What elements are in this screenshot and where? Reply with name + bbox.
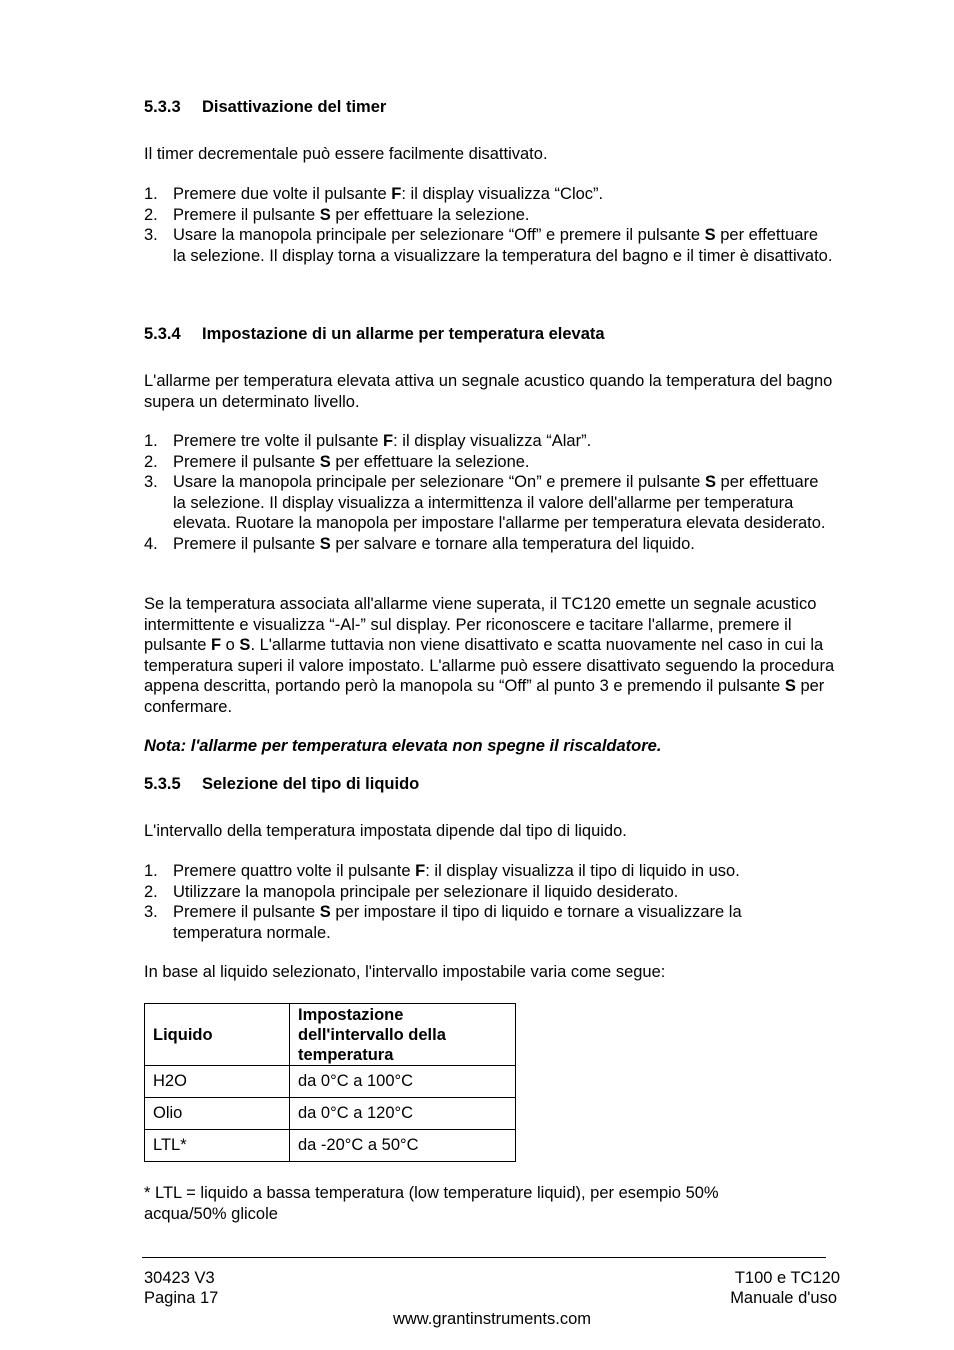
table-cell: da 0°C a 120°C [290, 1098, 516, 1130]
list-item: 2. Utilizzare la manopola principale per selezionare il liquido desiderato. [144, 882, 679, 901]
table-cell: da 0°C a 100°C [290, 1066, 516, 1098]
list-item: 4. Premere il pulsante S per salvare e tornare alla temperatura del liquido. [144, 534, 695, 553]
footnote: * LTL = liquido a bassa temperatura (low temperature liquid), per esempio 50% acqua/50% glicole [144, 1184, 719, 1223]
footer-website[interactable]: www.grantinstruments.com [392, 1310, 592, 1328]
table-intro: In base al liquido selezionato, l'intervallo impostabile varia come segue: [144, 963, 666, 981]
list-item: 3. Premere il pulsante S per impostare il tipo di liquido e tornare a visualizzare la temperatura normale. [144, 903, 742, 942]
footer-product: T100 e TC120 [734, 1269, 840, 1287]
list-item: 2. Premere il pulsante S per effettuare la selezione. [144, 452, 530, 471]
table-row [145, 1130, 516, 1162]
list-item: 2. Premere il pulsante S per effettuare la selezione. [144, 205, 530, 224]
table-row [145, 1098, 516, 1130]
column-header: Impostazione dell'intervallo della temperatura [290, 1004, 516, 1066]
steps-list-5-3-5 [144, 861, 834, 943]
section-intro: Il timer decrementale può essere facilmente disattivato. [144, 145, 548, 163]
footer-page-number: Pagina 17 [144, 1289, 219, 1307]
section-heading-5-3-3 [144, 98, 386, 117]
section-intro: L'allarme per temperatura elevata attiva un segnale acustico quando la temperatura del bagno supera un determinato livello. [144, 372, 833, 411]
section-number: 5.3.5 [144, 775, 181, 793]
section-heading-5-3-5 [144, 775, 419, 794]
section-title: Selezione del tipo di liquido [202, 775, 420, 793]
table-cell: LTL* [145, 1130, 290, 1162]
section-title: Impostazione di un allarme per temperatura elevata [202, 325, 605, 343]
footer-doc-code: 30423 V3 [144, 1269, 215, 1287]
table-row [145, 1066, 516, 1098]
footer-manual: Manuale d'uso [730, 1289, 837, 1307]
table-cell: da -20°C a 50°C [290, 1130, 516, 1162]
column-header: Liquido [145, 1004, 290, 1066]
section-number: 5.3.4 [144, 325, 181, 343]
list-item: 1. Premere quattro volte il pulsante F: il display visualizza il tipo di liquido in uso. [144, 862, 740, 880]
list-item: 1. Premere tre volte il pulsante F: il display visualizza “Alar”. [144, 432, 592, 450]
steps-list-5-3-3 [144, 184, 834, 266]
footer-divider [142, 1257, 826, 1258]
note: Nota: l'allarme per temperatura elevata non spegne il riscaldatore. [144, 737, 662, 755]
list-item: 3. Usare la manopola principale per selezionare “On” e premere il pulsante S per effettuare la selezione. Il display visualizza a intermittenza il valore dell'allarme per temperatura elevata. Ruotare la manopola per impostare l'allarme per temperatura elevata desiderato. [144, 473, 826, 532]
section-intro: L'intervallo della temperatura impostata dipende dal tipo di liquido. [144, 822, 627, 840]
liquid-range-table [144, 1003, 516, 1162]
table-cell: H2O [145, 1066, 290, 1098]
list-item: 1. Premere due volte il pulsante F: il display visualizza “Cloc”. [144, 185, 604, 203]
section-title: Disattivazione del timer [202, 98, 387, 116]
alarm-paragraph: Se la temperatura associata all'allarme viene superata, il TC120 emette un segnale acustico intermittente e visualizza “-Al-” sul display. Per riconoscere e tacitare l'allarme, premere il pulsante F o S. L'allarme tuttavia non viene disattivato e scatta nuovamente nel caso in cui la temperatura superi il valore impostato. L'allarme può essere disattivato seguendo la procedura appena descritta, portando però la manopola su “Off” al punto 3 e premendo il pulsante S per confermare. [144, 595, 835, 716]
list-item: 3. Usare la manopola principale per selezionare “Off” e premere il pulsante S per effettuare la selezione. Il display torna a visualizzare la temperatura del bagno e il timer è disattivato. [144, 226, 833, 265]
table-cell: Olio [145, 1098, 290, 1130]
steps-list-5-3-4 [144, 431, 834, 554]
section-heading-5-3-4 [144, 325, 605, 344]
table-header-row [145, 1004, 516, 1066]
section-number: 5.3.3 [144, 98, 181, 116]
